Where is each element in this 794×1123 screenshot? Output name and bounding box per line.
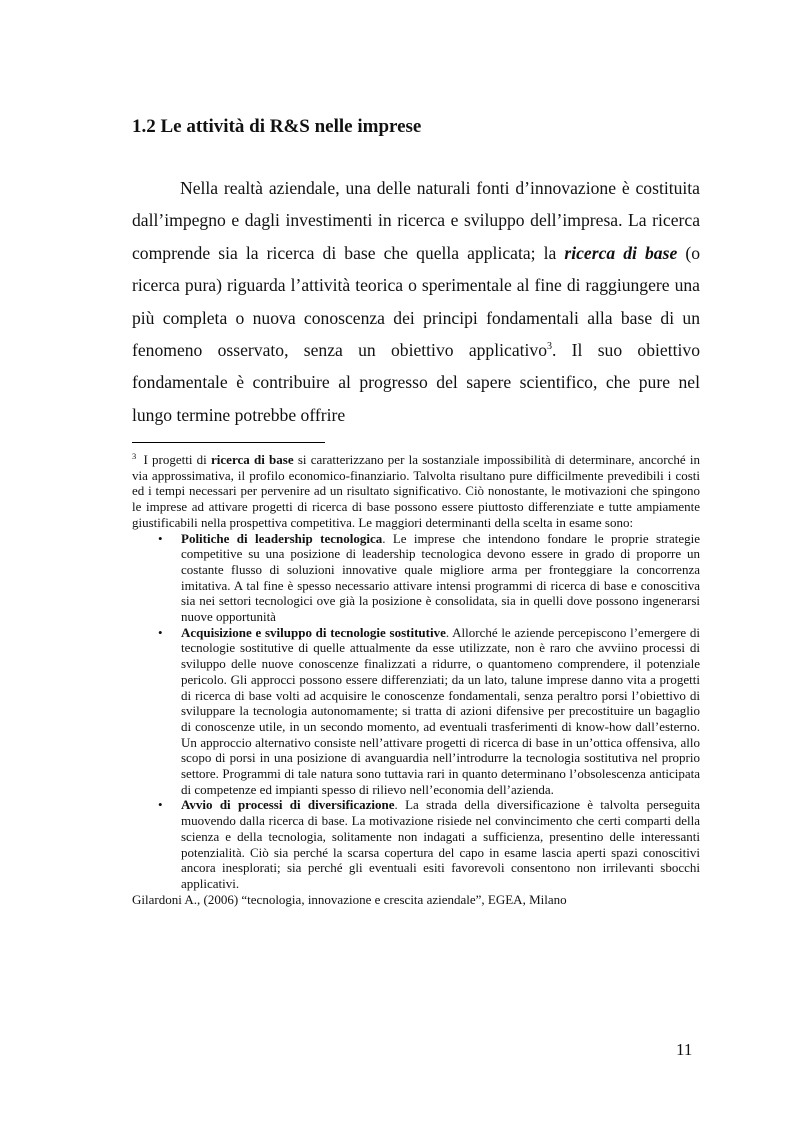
bullet-icon: •: [158, 530, 163, 546]
list-item-title: Acquisizione e sviluppo di tecnologie sostitutive: [181, 624, 446, 640]
footnote-separator: [132, 442, 325, 443]
footnote-intro-text-b: si caratterizzano per la sostanziale impossibilità di determinare, ancorché in via approssimativa, il profilo economico-finanziario. Talvolta risultano pure difficilmente prevedibili i costi ed i tempi necessari per pervenire ad un risultato significativo. Ciò nonostante, le motivazioni che spingono le imprese ad attivare progetti di ricerca di base possono essere piuttosto differenziate e tutte ampiamente giustificabili nella prospettiva competitiva. Le maggiori determinanti della scelta in esame sono:: [132, 452, 700, 530]
list-item: [132, 625, 700, 798]
term-ricerca-di-base: ricerca di base: [564, 242, 678, 263]
body-text-part3: . Il suo obiettivo fondamentale è contribuire al progresso del sapere scientifico, che pure nel lungo termine potrebbe offrire: [132, 340, 700, 425]
list-item-title: Politiche di leadership tecnologica: [181, 530, 383, 546]
section-heading: 1.2 Le attività di R&S nelle imprese: [132, 116, 422, 137]
list-item-text: . La strada della diversificazione è talvolta perseguita muovendo dalla ricerca di base. La motivazione risiede nel convincimento che certi comparti della scienza e della tecnologia, solitamente non indagati a sufficienza, presentino delle interessanti potenzialità. Ciò sia perché la scarsa copertura del capo in esame lascia aperti spazi conoscitivi ancora inesplorati; sia perché gli eventuali esiti favorevoli consentono non irrilevanti sbocchi applicativi.: [181, 797, 700, 891]
list-item-title: Avvio di processi di diversificazione: [181, 797, 395, 813]
list-item-text: . Le imprese che intendono fondare le proprie strategie competitive su una posizione di leadership tecnologica devono essere in grado di proporre un costante flusso di soluzioni innovative quale migliore arma per fronteggiare la concorrenza imitativa. A tal fine è spesso necessario attivare intensi programmi di ricerca di base e conoscitiva sia nei settori tecnologici ove già la posizione è consolidata, sia in quelli dove possono ingenerarsi nuove opportunità: [181, 530, 700, 625]
body-paragraph: [132, 172, 700, 431]
footnote-intro-bold: ricerca di base: [211, 452, 294, 467]
footnote-intro-text-a: I progetti di: [139, 452, 212, 467]
body-text-part2: (o ricerca pura) riguarda l’attività teorica o sperimentale al fine di raggiungere una più completa o nuova conoscenza dei principi fondamentali alla base di un fenomeno osservato, senza un obiettivo applicativo: [132, 242, 700, 361]
page-number: 11: [676, 1040, 693, 1059]
footnote: [132, 452, 700, 907]
footnote-bullet-list: [132, 531, 700, 892]
list-item: [132, 531, 700, 625]
footnote-marker: 3: [132, 450, 137, 461]
footnote-source: Gilardoni A., (2006) “tecnologia, innovazione e crescita aziendale”, EGEA, Milano: [132, 891, 567, 907]
bullet-icon: •: [158, 797, 163, 813]
footnote-intro: [132, 452, 700, 531]
list-item-text: . Allorché le aziende percepiscono l’emergere di tecnologie sostitutive di quelle attualmente da esse utilizzate, non è raro che avviino processi di sviluppo delle nuove conoscenze finalizzati a ridurre, o quantomeno comprendere, il potenziale pericolo. Gli approcci possono essere differenziati; da un lato, talune imprese danno vita a progetti di ricerca di base volti ad acquisire le conoscenze fondamentali, senza peraltro porsi l’obiettivo di sviluppare la tecnologia autonomamente; si tratta di azioni difensive per precostituire un bagaglio di conoscenze utile, in un secondo momento, ad eventuali trasferimenti di know-how dall’esterno. Un approccio alternativo consiste nell’attivare progetti di ricerca di base in un’ottica offensiva, allo scopo di porsi in una posizione di avanguardia nell’introdurre la tecnologia sostitutiva nel proprio settore. Programmi di tale natura sono tuttavia rari in quanto determinano l’obsolescenza anticipata di competenze ed impianti spesso di rilievo nell’economia dell’azienda.: [181, 624, 700, 797]
bullet-icon: •: [158, 624, 163, 640]
list-item: [132, 797, 700, 891]
footnote-reference[interactable]: 3: [547, 341, 552, 353]
body-text-part1: Nella realtà aziendale, una delle naturali fonti d’innovazione è costituita dall’impegno e dagli investimenti in ricerca e sviluppo dell’impresa. La ricerca comprende sia la ricerca di base che quella applicata; la: [132, 178, 700, 263]
